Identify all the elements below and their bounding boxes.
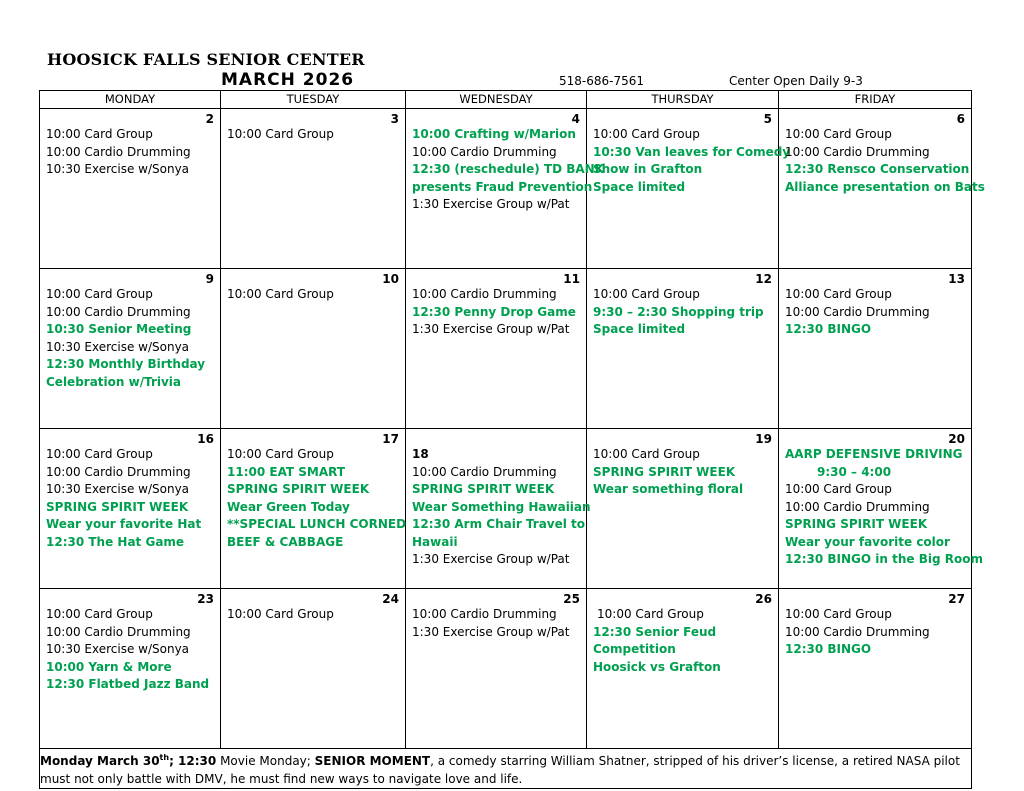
day-cell: [40, 429, 221, 589]
day-cell: [221, 269, 406, 429]
event-item: 12:30 Arm Chair Travel to: [412, 517, 586, 531]
event-item: 1:30 Exercise Group w/Pat: [412, 624, 570, 639]
event-item: 1:30 Exercise Group w/Pat: [412, 552, 570, 566]
weekday-header-thursday: THURSDAY: [587, 91, 779, 109]
week-row: [40, 429, 972, 589]
event-item: 10:00 Cardio Drumming: [785, 304, 930, 319]
day-cell: [779, 429, 983, 589]
weekday-header-row: [40, 91, 972, 109]
event-item: 10:00 Card Group: [785, 482, 892, 496]
event-item: **SPECIAL LUNCH CORNED: [227, 517, 407, 531]
event-item: Space limited: [593, 322, 686, 336]
event-item: SPRING SPIRIT WEEK: [412, 482, 555, 496]
event-item: Competition: [593, 642, 676, 656]
event-item: 10:00 Card Group: [227, 127, 334, 141]
event-item: 11:00 EAT SMART: [227, 464, 346, 479]
event-item: 10:30 Senior Meeting: [46, 322, 192, 336]
day-cell: [406, 429, 591, 589]
week-row: [40, 269, 972, 429]
day-number: 23: [197, 592, 214, 606]
event-item: 10:00 Card Group: [227, 287, 334, 301]
event-item: 12:30 BINGO: [785, 642, 872, 656]
center-hours: Center Open Daily 9-3: [729, 74, 863, 88]
day-number: 2: [205, 112, 214, 126]
day-cell: [779, 589, 972, 749]
event-item: 10:30 Exercise w/Sonya: [46, 642, 190, 656]
day-number: 26: [755, 592, 772, 606]
event-item: Wear your favorite Hat: [46, 517, 202, 531]
day-number: 3: [390, 112, 399, 126]
footer-note: [40, 749, 972, 789]
day-number: 18: [412, 447, 429, 461]
event-item: Hoosick vs Grafton: [593, 659, 721, 674]
day-number: 13: [948, 272, 965, 286]
event-item: 10:00 Card Group: [785, 607, 892, 621]
event-item: 9:30 – 4:00: [817, 464, 892, 479]
event-item: 10:00 Card Group: [46, 607, 153, 621]
day-number: 4: [571, 112, 580, 126]
event-item: 12:30 The Hat Game: [46, 534, 185, 549]
event-item: 12:30 Monthly Birthday: [46, 357, 206, 371]
event-item: 10:00 Cardio Drumming: [412, 144, 557, 159]
day-cell: [406, 589, 587, 749]
event-item: 10:00 Cardio Drumming: [46, 624, 191, 639]
event-item: Wear your favorite color: [785, 534, 950, 549]
footer-text-2: , a comedy starring William Shatner, stripped of his driver’s license, a retired NASA pilot must not only battle with DMV, he must find new ways to navigate love and life.: [40, 754, 960, 786]
day-number: 25: [563, 592, 580, 606]
day-number: 9: [205, 272, 214, 286]
day-number: 16: [197, 432, 214, 446]
day-cell: [221, 589, 406, 749]
event-item: 10:00 Card Group: [46, 447, 153, 461]
event-item: 10:00 Cardio Drumming: [785, 144, 930, 159]
event-item: 10:00 Card Group: [46, 127, 153, 141]
event-item: 12:30 Senior Feud: [593, 624, 717, 639]
day-cell: [221, 429, 406, 589]
day-cell: [40, 269, 221, 429]
day-cell: [221, 109, 406, 269]
event-item: Wear something floral: [593, 482, 744, 496]
day-cell: [587, 589, 779, 749]
event-item: 10:00 Card Group: [785, 287, 892, 301]
event-item: 10:00 Cardio Drumming: [412, 287, 557, 301]
day-number: 5: [763, 112, 772, 126]
day-number: 27: [948, 592, 965, 606]
event-item: 10:00 Cardio Drumming: [46, 304, 191, 319]
day-cell: [406, 109, 604, 269]
event-item: 10:30 Exercise w/Sonya: [46, 162, 190, 176]
event-item: 10:00 Card Group: [593, 127, 700, 141]
event-item: 12:30 Flatbed Jazz Band: [46, 677, 210, 691]
calendar-table: [39, 90, 985, 789]
event-item: 12:30 (reschedule) TD BANK: [412, 162, 604, 176]
day-cell: [587, 269, 779, 429]
event-item: 10:00 Cardio Drumming: [46, 144, 191, 159]
weekday-header-friday: FRIDAY: [779, 91, 972, 109]
event-item: Wear Green Today: [227, 499, 350, 514]
event-item: Alliance presentation on Bats: [785, 179, 985, 194]
day-cell: [406, 269, 587, 429]
day-number: 11: [563, 272, 580, 286]
weekday-header-wednesday: WEDNESDAY: [406, 91, 587, 109]
event-item: Show in Grafton: [593, 162, 703, 176]
event-item: 12:30 BINGO: [785, 322, 872, 336]
event-item: 1:30 Exercise Group w/Pat: [412, 197, 570, 211]
day-number: 20: [948, 432, 965, 446]
day-cell: [587, 109, 791, 269]
event-item: 1:30 Exercise Group w/Pat: [412, 322, 570, 336]
day-number: 17: [382, 432, 399, 446]
event-item: 10:30 Exercise w/Sonya: [46, 482, 190, 496]
event-item: Hawaii: [412, 534, 458, 549]
event-item: SPRING SPIRIT WEEK: [227, 482, 370, 496]
footer-movie-title: SENIOR MOMENT: [314, 754, 431, 768]
phone-number: 518-686-7561: [559, 74, 645, 88]
event-item: 10:30 Exercise w/Sonya: [46, 339, 190, 354]
event-item: 10:00 Card Group: [593, 447, 700, 461]
footer-date: Monday March 30th; 12:30: [40, 753, 217, 768]
day-number: 6: [956, 112, 965, 126]
event-item: SPRING SPIRIT WEEK: [785, 517, 928, 531]
center-name: HOOSICK FALLS SENIOR CENTER: [47, 50, 365, 69]
event-item: 10:00 Cardio Drumming: [412, 464, 557, 479]
event-item: 10:00 Cardio Drumming: [785, 499, 930, 514]
day-number: 24: [382, 592, 399, 606]
day-number: 19: [755, 432, 772, 446]
event-item: 9:30 – 2:30 Shopping trip: [593, 304, 764, 319]
event-item: AARP DEFENSIVE DRIVING: [785, 447, 963, 461]
event-item: 10:00 Cardio Drumming: [46, 464, 191, 479]
event-item: 10:00 Card Group: [785, 127, 892, 141]
event-item: 10:00 Crafting w/Marion: [412, 127, 576, 141]
event-item: 10:00 Card Group: [46, 287, 153, 301]
day-number: 12: [755, 272, 772, 286]
event-item: Wear Something Hawaiian: [412, 499, 591, 514]
event-item: presents Fraud Prevention: [412, 179, 593, 194]
event-item: 10:00 Cardio Drumming: [785, 624, 930, 639]
event-item: SPRING SPIRIT WEEK: [593, 464, 736, 479]
day-cell: [587, 429, 779, 589]
event-item: 10:00 Cardio Drumming: [412, 607, 557, 621]
event-item: SPRING SPIRIT WEEK: [46, 499, 189, 514]
event-item: 10:00 Yarn & More: [46, 659, 172, 674]
day-cell: [779, 269, 972, 429]
day-cell: [40, 109, 221, 269]
event-item: 10:30 Van leaves for Comedy: [593, 144, 791, 159]
event-item: 12:30 Rensco Conservation: [785, 162, 970, 176]
event-item: BEEF & CABBAGE: [227, 534, 344, 549]
weekday-header-monday: MONDAY: [40, 91, 221, 109]
event-item: 12:30 BINGO in the Big Room: [785, 552, 983, 566]
weekday-header-tuesday: TUESDAY: [221, 91, 406, 109]
day-cell: [40, 589, 221, 749]
day-number: [412, 432, 580, 446]
event-item: 12:30 Penny Drop Game: [412, 304, 576, 319]
day-number: 10: [382, 272, 399, 286]
event-item: Celebration w/Trivia: [46, 374, 182, 389]
day-cell: [779, 109, 985, 269]
event-item: 10:00 Card Group: [593, 287, 700, 301]
event-item: 10:00 Card Group: [227, 447, 334, 461]
month-title: MARCH 2026: [221, 70, 355, 90]
event-item: 10:00 Card Group: [597, 607, 704, 621]
week-row: [40, 589, 972, 749]
event-item: Space limited: [593, 179, 686, 194]
week-row: [40, 109, 972, 269]
event-item: 10:00 Card Group: [227, 607, 334, 621]
footer-text-1: Movie Monday;: [216, 754, 315, 768]
